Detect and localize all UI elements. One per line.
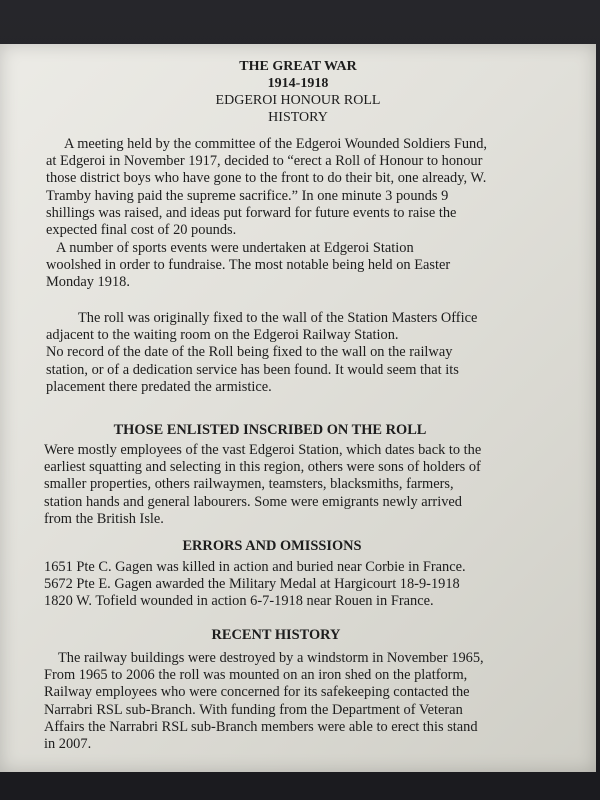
text-line: The roll was originally fixed to the wall of the Station Masters Office (78, 310, 478, 326)
text-line: 1820 W. Tofield wounded in action 6-7-1918 near Rouen in France. (44, 593, 434, 610)
enlisted-heading: THOSE ENLISTED INSCRIBED ON THE ROLL (113, 422, 427, 438)
text-line: from the British Isle. (44, 510, 164, 527)
text-line: station hands and general labourers. Some were emigrants newly arrived (44, 493, 462, 510)
plaque-heading (0, 58, 596, 126)
text-line: Railway employees who were concerned for its safekeeping contacted the (44, 684, 470, 701)
text-line: A meeting held by the committee of the Edgeroi Wounded Soldiers Fund, (64, 136, 488, 152)
text-line: adjacent to the waiting room on the Edgeroi Railway Station. (46, 327, 399, 344)
roll-paragraph (46, 310, 477, 396)
display-base (0, 772, 600, 800)
heading-history: HISTORY (268, 110, 328, 125)
text-line: The railway buildings were destroyed by a windstorm in November 1965, (58, 650, 484, 666)
text-line: station, or of a dedication service has been found. It would seem that its (46, 361, 459, 378)
sports-paragraph (46, 240, 450, 292)
text-line: those district boys who have gone to the front to do their bit, one already, W. (46, 170, 487, 187)
text-line: placement there predated the armistice. (46, 378, 272, 395)
recent-history-paragraph (44, 650, 484, 753)
text-line: shillings was raised, and ideas put forward for future events to raise the (46, 204, 457, 221)
intro-paragraph (46, 136, 487, 239)
text-line: in 2007. (44, 736, 92, 753)
text-line: Monday 1918. (46, 274, 130, 291)
text-line: Narrabri RSL sub-Branch. With funding from the Department of Veteran (44, 701, 463, 718)
text-line: From 1965 to 2006 the roll was mounted on an iron shed on the platform, (44, 667, 468, 684)
recent-history-heading: RECENT HISTORY (211, 627, 341, 643)
text-line: 1651 Pte C. Gagen was killed in action and buried near Corbie in France. (44, 559, 466, 575)
text-line: at Edgeroi in November 1917, decided to “erect a Roll of Honour to honour (46, 153, 483, 170)
enlisted-paragraph (44, 442, 481, 528)
text-line: expected final cost of 20 pounds. (46, 222, 237, 239)
text-line: A number of sports events were undertaken at Edgeroi Station (56, 240, 414, 256)
text-line: Tramby having paid the supreme sacrifice.” In one minute 3 pounds 9 (46, 187, 449, 204)
text-line: No record of the date of the Roll being fixed to the wall on the railway (46, 344, 453, 361)
errors-heading: ERRORS AND OMISSIONS (182, 538, 362, 554)
heading-honour-roll: EDGEROI HONOUR ROLL (215, 93, 381, 108)
heading-great-war: THE GREAT WAR (239, 59, 357, 74)
honour-roll-plaque (0, 44, 596, 772)
errors-paragraph (44, 559, 466, 611)
heading-years: 1914-1918 (267, 76, 329, 91)
text-line: earliest squatting and selecting in this region, others were sons of holders of (44, 459, 481, 476)
text-line: woolshed in order to fundraise. The most notable being held on Easter (46, 257, 451, 274)
text-line: smaller properties, others railwaymen, teamsters, blacksmiths, farmers, (44, 476, 454, 493)
text-line: Were mostly employees of the vast Edgeroi Station, which dates back to the (44, 442, 482, 458)
text-line: Affairs the Narrabri RSL sub-Branch members were able to erect this stand (44, 718, 478, 735)
text-line: 5672 Pte E. Gagen awarded the Military Medal at Hargicourt 18-9-1918 (44, 576, 460, 593)
